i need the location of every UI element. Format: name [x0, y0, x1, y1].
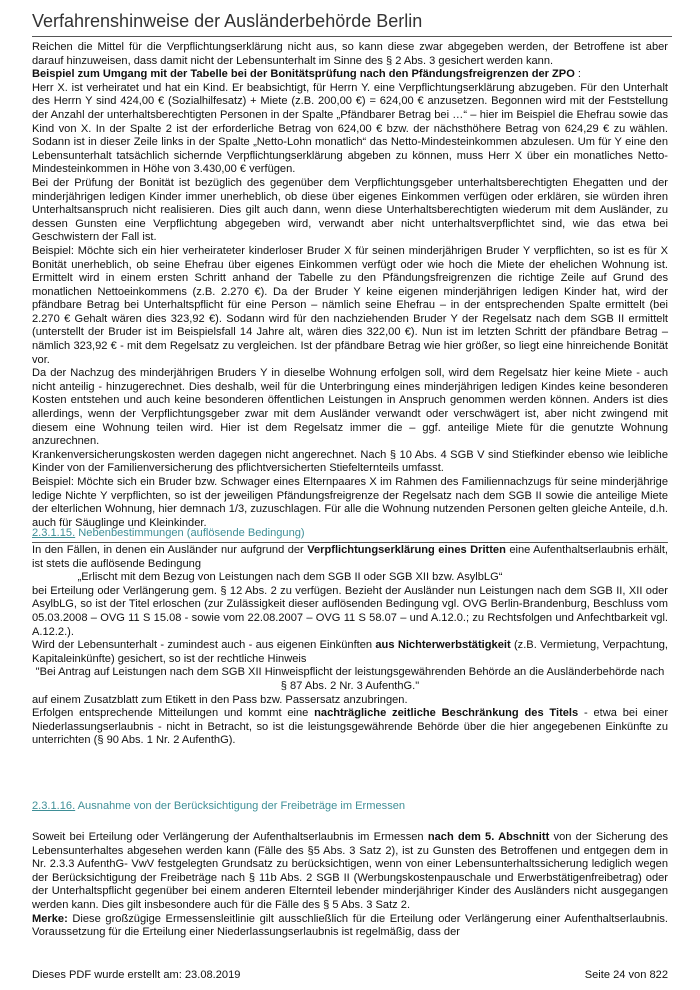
intro-text-block — [32, 41, 668, 530]
example-heading: Beispiel zum Umgang mit der Tabelle bei der Bonitätsprüfung nach den Pfändungsfreigrenzen der ZPO : — [32, 68, 582, 81]
paragraph: Krankenversicherungskosten werden dagegen nicht angerechnet. Nach § 10 Abs. 4 SGB V sind Stiefkinder ebenso wie leibliche Kinder von der Familienversicherung des pflichtversicherten Stiefelternteils umfasst. — [32, 448, 668, 475]
paragraph: In den Fällen, in denen ein Ausländer nur aufgrund der Verpflichtungserklärung eines Dritten eine Aufenthaltserlaubnis erhält, ist stets die auflösende Bedingung — [32, 544, 668, 570]
merke-note: Merke: Diese großzügige Ermessensleitlinie gilt ausschließlich für die Erteilung oder Verlängerung einer Aufenthaltserlaubnis. Voraussetzung für die Erteilung einer Niederlassungserlaubnis ist regelmäßig, dass der — [32, 912, 668, 939]
section-heading-2-3-1-15[interactable] — [32, 527, 668, 543]
footer-created-date: Dieses PDF wurde erstellt am: 23.08.2019 — [32, 969, 241, 981]
page-title: Verfahrenshinweise der Ausländerbehörde Berlin — [32, 8, 672, 37]
section-15-body — [32, 544, 668, 748]
paragraph: bei Erteilung oder Verlängerung gem. § 12 Abs. 2 zu verfügen. Bezieht der Ausländer nun Leistungen nach dem SGB II, XII oder AsylbLG, so ist der Titel erloschen (zur Zulässigkeit dieser auflösenden Bedingung vgl. OVG Berlin-Brandenburg, Beschluss vom 05.03.2008 – OVG 11 S 15.08 - sowie vom 22.08.2007 – OVG 11 S 58.07 – und A.12.0.; zu Rechtsfolgen und Anfechtbarkeit vgl. A.12.2.). — [32, 584, 668, 638]
paragraph: Erfolgen entsprechende Mitteilungen und kommt eine nachträgliche zeitliche Beschränkung des Titels - etwa bei einer Niederlassungserlaubnis - nicht in Betracht, so ist die leistungsgewährende Behörde über die hier angegebenen Einkünfte zu unterrichten (§ 90 Abs. 1 Nr. 2 AufenthG). — [32, 707, 669, 747]
paragraph: Beispiel: Möchte sich ein hier verheirateter kinderloser Bruder X für seinen minderjährigen Bruder Y verpflichten, so ist es für X Bonität unerheblich, ob seine Ehefrau über eigenes Einkommen verfügt oder wie hoch die Miete der ehelichen Wohnung ist. Ermittelt wird in einem ersten Schritt anhand der Tabelle zu den Pfändungsfreigrenzen die richtige Zeile auf Grund des monatlichen Nettoeinkommens (z.B. 2.270 €). Da der Bruder Y keine eigenen minderjährigen ledigen Kinder hat, wird der pfändbare Betrag bei Unterhaltspflicht für eine Person – nämlich seine Ehefrau – in der entsprechenden Spalte ermittelt (bei 2.270 € Gehalt wären dies 323,92 €). Sodann wird für den nachziehenden Bruder Y der Regelsatz nach dem SGB II ermittelt (unterstellt der Bruder ist im Beispielsfall 14 Jahre alt, wären dies 322,00 €). Nun ist im letzten Schritt der pfändbare Betrag – nämlich 323,92 € - mit dem Regelsatz zu vergleichen. Ist der pfändbare Betrag wie hier größer, so liegt eine hinreichende Bonität vor. — [32, 244, 668, 366]
section-title: Nebenbestimmungen (auflösende Bedingung) — [75, 527, 305, 539]
paragraph: Wird der Lebensunterhalt - zumindest auch - aus eigenen Einkünften aus Nichterwerbstätigkeit (z.B. Vermietung, Verpachtung, Kapitaleinkünfte) gesichert, so ist der rechtliche Hinweis — [32, 639, 668, 665]
section-16-body — [32, 831, 668, 940]
section-number[interactable]: 2.3.1.16. — [32, 800, 76, 812]
quote-notice: "Bei Antrag auf Leistungen nach dem SGB XII Hinweispflicht der leistungsgewährenden Behörde an die Ausländerbehörde nach § 87 Abs. 2 Nr. 3 AufenthG." — [35, 666, 665, 692]
section-title: Ausnahme von der Berücksichtigung der Freibeträge im Ermessen — [75, 800, 406, 812]
paragraph: Reichen die Mittel für die Verpflichtungserklärung nicht aus, so kann diese zwar abgegeben werden, der Betroffene ist aber darauf hinzuweisen, dass damit nicht der Lebensunterhalt im Sinne des § 2 Abs. 3 gesichert werden kann. — [32, 41, 668, 67]
section-number[interactable]: 2.3.1.15. — [32, 527, 76, 539]
footer-page-number: Seite 24 von 822 — [584, 969, 668, 981]
section-heading-2-3-1-16[interactable] — [32, 800, 668, 814]
paragraph: Da der Nachzug des minderjährigen Bruders Y in dieselbe Wohnung erfolgen soll, wird dem Regelsatz hier keine Miete - auch nicht anteilig - hinzugerechnet. Dies deshalb, weil für die Unterbringung eines minderjährigen ledigen Kindes keine besonderen Kosten entstehen und auch keine besonderen öffentlichen Leistungen in Anspruch genommen werden können. Anders ist dies allerdings, wenn der Verpflichtungsgeber zwar mit dem Ausländer verwandt oder verschwägert ist, aber nicht zwingend mit diesem eine Wohnung teilen wird. Hier ist dem Regelsatz immer die – ggf. anteilige Miete für die genutzte Wohnung anzurechnen. — [32, 367, 668, 448]
quote-condition: „Erlischt mit dem Bezug von Leistungen nach dem SGB II oder SGB XII bzw. AsylbLG“ — [77, 571, 503, 584]
paragraph: Beispiel: Möchte sich ein Bruder bzw. Schwager eines Elternpaares X im Rahmen des Familiennachzugs für seine minderjährige ledige Nichte Y verpflichten, so ist der jeweiligen Pfändungsfreigrenze der Regelsatz nach dem SGB II sowie die anteilige Miete der elterlichen Wohnung, hier demnach 1/3, zuzuschlagen. Für alle die Wohnung nutzenden Personen gelten gleiche Anteile, d.h. auch für Säuglinge und Kleinkinder. — [32, 476, 668, 529]
paragraph: Bei der Prüfung der Bonität ist bezüglich des gegenüber dem Verpflichtungsgeber unterhaltsberechtigten Ehegatten und der minderjährigen ledigen Kinder immer unerheblich, ob diese über eigenes Einkommen verfügen oder erklären, sie würden ihren Unterhaltsanspruch nicht realisieren. Dies gilt auch dann, wenn diese Unterhaltsberechtigten wiederum mit dem Ausländer, zu dessen Gunsten eine Verpflichtung abgegeben wird, verwandt aber nicht unterhaltsverpflichtet sind, wie das etwa bei Geschwistern der Fall ist. — [32, 176, 668, 244]
paragraph: Herr X. ist verheiratet und hat ein Kind. Er beabsichtigt, für Herrn Y. eine Verpflichtungserklärung abzugeben. Für den Unterhalt des Herrn Y sind 424,00 € (Sozialhilfesatz) + Miete (z.B. 200,00 €) = 624,00 € anzusetzen. Begonnen wird mit der Feststellung der Anzahl der unterhaltsberechtigten Personen in der Spalte „Pfändbarer Betrag bei …“ – hier im Beispiel die Ehefrau sowie das Kind von X. In der Spalte 2 ist der erforderliche Betrag von 624,00 € bzw. der nächsthöhere Betrag von 624,29 € zu wählen. Sodann ist in dieser Zeile links in der Spalte „Netto-Lohn monatlich“ das Netto-Mindesteinkommen abzulesen. Um für Y eine den Lebensunterhalt tatsächlich sichernde Verpflichtungserklärung abgeben zu können, muss Herr X über ein monatliches Netto- Mindesteinkommen in Höhe von 3.430,00 € verfügen. — [32, 81, 668, 176]
paragraph: Soweit bei Erteilung oder Verlängerung der Aufenthaltserlaubnis im Ermessen nach dem 5. Abschnitt von der Sicherung des Lebensunterhaltes abgesehen werden kann (Fälle des §5 Abs. 3 Satz 2), ist zu Gunsten des Betroffenen und entgegen dem in Nr. 2.3.3 AufenthG- VwV festgelegten Grundsatz zu berücksichtigen, wenn von einer Lebensunterhaltssicherung lediglich wegen der Berücksichtigung der Freibeträge nach § 11b Abs. 2 SGB II (Werbungskostenpauschale und Erwerbstätigenfreibetrag) oder der Unterhaltspflicht gegenüber bei einem anderen Elternteil lebender minderjähriger Kinder des Ausländers nicht ausgegangen werden kann. Dies gilt insbesondere auch für die Fälle des § 5 Abs. 3 Satz 2. — [32, 831, 669, 911]
paragraph: auf einem Zusatzblatt zum Etikett in den Pass bzw. Passersatz anzubringen. — [32, 693, 408, 706]
